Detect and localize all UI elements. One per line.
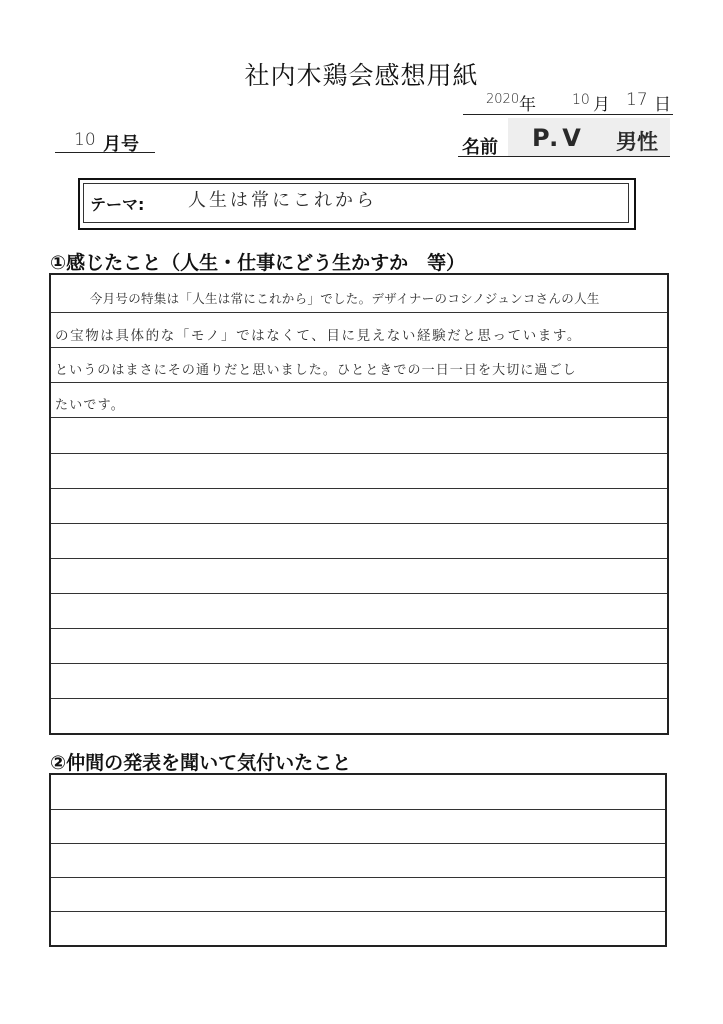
section1-handwriting-line: たいです。 xyxy=(55,398,125,413)
section2-box xyxy=(49,773,667,947)
date-underline xyxy=(463,114,673,115)
theme-label: テーマ: xyxy=(90,195,145,214)
date-year-label: 年 xyxy=(519,95,536,115)
issue-label: 月号 xyxy=(103,134,139,155)
theme-value: 人生は常にこれから xyxy=(188,190,377,211)
name-label: 名前 xyxy=(462,137,498,158)
form-title: 社内木鶏会感想用紙 xyxy=(244,61,479,90)
date-day-value: 17 xyxy=(626,90,648,110)
date-year-value: 2020 xyxy=(486,92,520,107)
section1-handwriting-line: というのはまさにその通りだと思いました。ひとときでの一日一日を大切に過ごし xyxy=(55,363,577,378)
section2-title: ②仲間の発表を聞いて気付いたこと xyxy=(50,752,352,774)
date-month-label: 月 xyxy=(593,95,610,115)
section1-box xyxy=(49,273,669,735)
section1-title: ①感じたこと（人生・仕事にどう生かすか 等） xyxy=(50,252,466,274)
date-month-value: 10 xyxy=(572,92,590,108)
gender-value: 男性 xyxy=(616,130,658,154)
issue-value: 10 xyxy=(74,130,96,150)
date-day-label: 日 xyxy=(654,95,671,115)
section1-handwriting-line: の宝物は具体的な「モノ」ではなくて、目に見えない経験だと思っています。 xyxy=(55,328,583,344)
section1-handwriting-line: 今月号の特集は「人生は常にこれから」でした。デザイナーのコシノジュンコさんの人生 xyxy=(77,291,600,306)
name-value: P.V xyxy=(532,124,585,152)
section2-ruled-lines xyxy=(51,775,665,945)
